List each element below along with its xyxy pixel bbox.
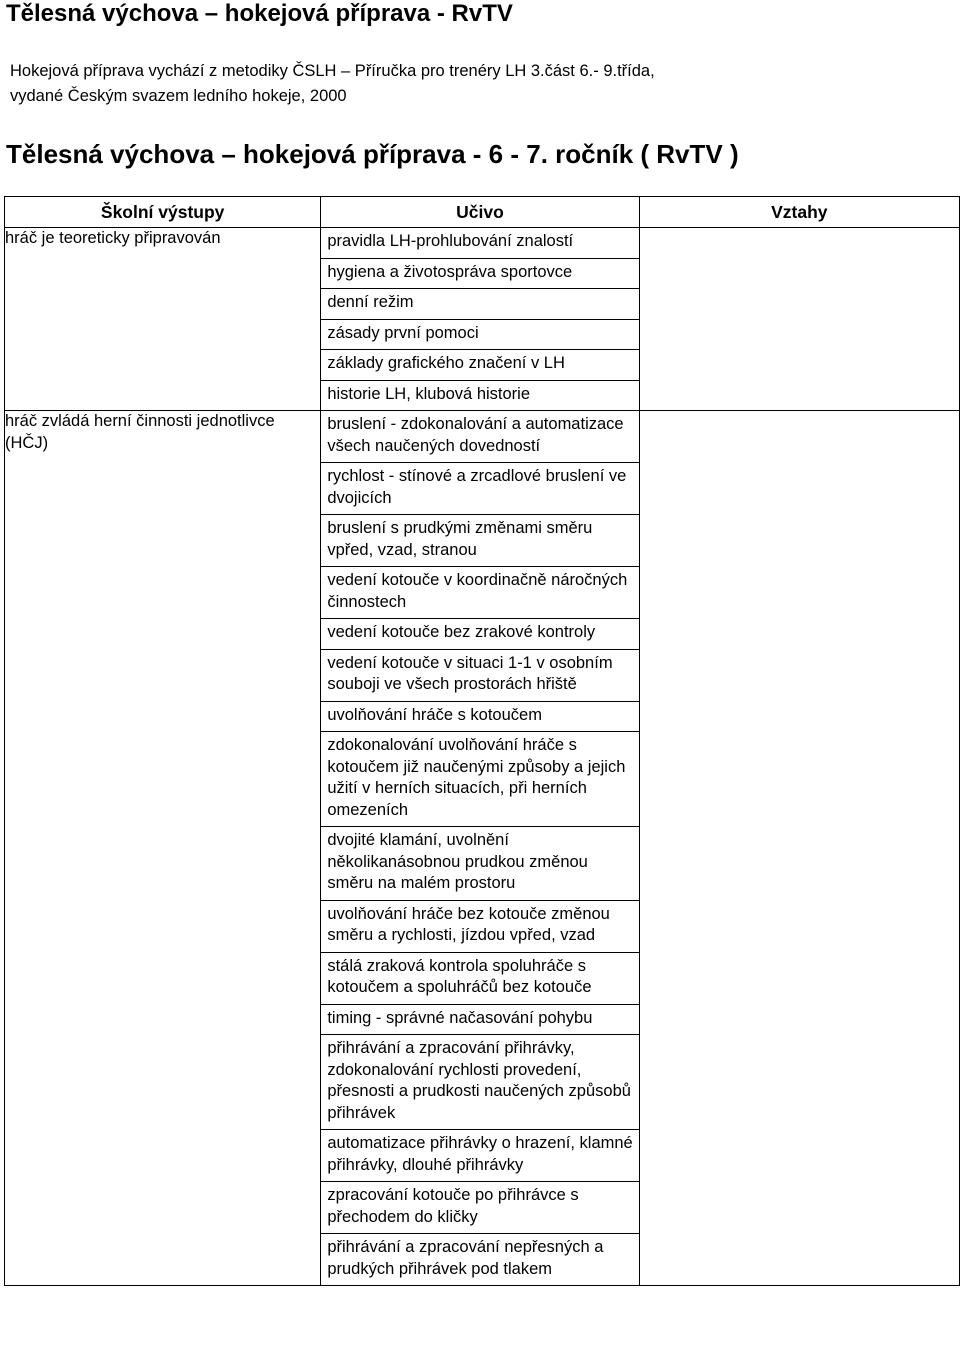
content-item: historie LH, klubová historie xyxy=(327,384,531,403)
content-item: rychlost - stínové a zrcadlové bruslení ve dvojicích xyxy=(321,463,638,515)
section-title: Tělesná výchova – hokejová příprava - 6 - 7. ročník ( RvTV ) xyxy=(6,139,739,169)
relations-cell xyxy=(639,228,959,411)
content-item: hygiena a životospráva sportovce xyxy=(321,259,638,290)
content-item: stálá zraková kontrola spoluhráče s kotoučem a spoluhráčů bez kotouče xyxy=(321,953,638,1005)
header-relations: Vztahy xyxy=(639,197,959,228)
content-item: pravidla LH-prohlubování znalostí xyxy=(321,228,638,259)
outcome-cell: hráč je teoreticky připravován xyxy=(5,228,321,411)
content-item: základy grafického značení v LH xyxy=(321,350,638,381)
content-item: zdokonalování uvolňování hráče s kotoučem již naučenými způsoby a jejich užití v herních situacích, při herních omezeních xyxy=(321,732,638,827)
content-item: přihrávání a zpracování nepřesných a prudkých přihrávek pod tlakem xyxy=(327,1238,604,1278)
content-item: dvojité klamání, uvolnění několikanásobnou prudkou změnou směru na malém prostoru xyxy=(321,827,638,901)
header-outcomes: Školní výstupy xyxy=(5,197,321,228)
content-item: vedení kotouče bez zrakové kontroly xyxy=(321,619,638,650)
table-row xyxy=(5,228,960,411)
content-item: vedení kotouče v situaci 1-1 v osobním souboji ve všech prostorách hřiště xyxy=(321,650,638,702)
content-item: timing - správné načasování pohybu xyxy=(321,1005,638,1036)
intro-line-2: vydané Českým svazem ledního hokeje, 2000 xyxy=(10,87,347,105)
content-item: uvolňování hráče bez kotouče změnou směru a rychlosti, jízdou vpřed, vzad xyxy=(321,901,638,953)
intro-line-1: Hokejová příprava vychází z metodiky ČSLH – Příručka pro trenéry LH 3.část 6.- 9.třída, xyxy=(10,62,655,80)
content-item: automatizace přihrávky o hrazení, klamné přihrávky, dlouhé přihrávky xyxy=(321,1130,638,1182)
content-item: uvolňování hráče s kotoučem xyxy=(321,702,638,733)
content-item: zpracování kotouče po přihrávce s přechodem do kličky xyxy=(321,1182,638,1234)
page-title: Tělesná výchova – hokejová příprava - RvTV xyxy=(6,0,513,27)
content-item: přihrávání a zpracování přihrávky, zdokonalování rychlosti provedení, přesnosti a prudkosti naučených způsobů přihrávek xyxy=(321,1035,638,1130)
header-content: Učivo xyxy=(321,197,639,228)
content-item: bruslení s prudkými změnami směru vpřed, vzad, stranou xyxy=(321,515,638,567)
content-item: bruslení - zdokonalování a automatizace všech naučených dovedností xyxy=(321,411,638,463)
table-row xyxy=(5,411,960,1286)
intro-text xyxy=(10,59,655,109)
content-item: zásady první pomoci xyxy=(321,320,638,351)
outcome-cell: hráč zvládá herní činnosti jednotlivce (HČJ) xyxy=(5,411,321,1286)
curriculum-table xyxy=(4,196,960,1286)
relations-cell xyxy=(639,411,959,1286)
table-header-row xyxy=(5,197,960,228)
content-cell xyxy=(321,228,639,411)
content-cell xyxy=(321,411,639,1286)
table-body xyxy=(5,228,960,1286)
content-item: denní režim xyxy=(321,289,638,320)
content-item: vedení kotouče v koordinačně náročných činnostech xyxy=(321,567,638,619)
